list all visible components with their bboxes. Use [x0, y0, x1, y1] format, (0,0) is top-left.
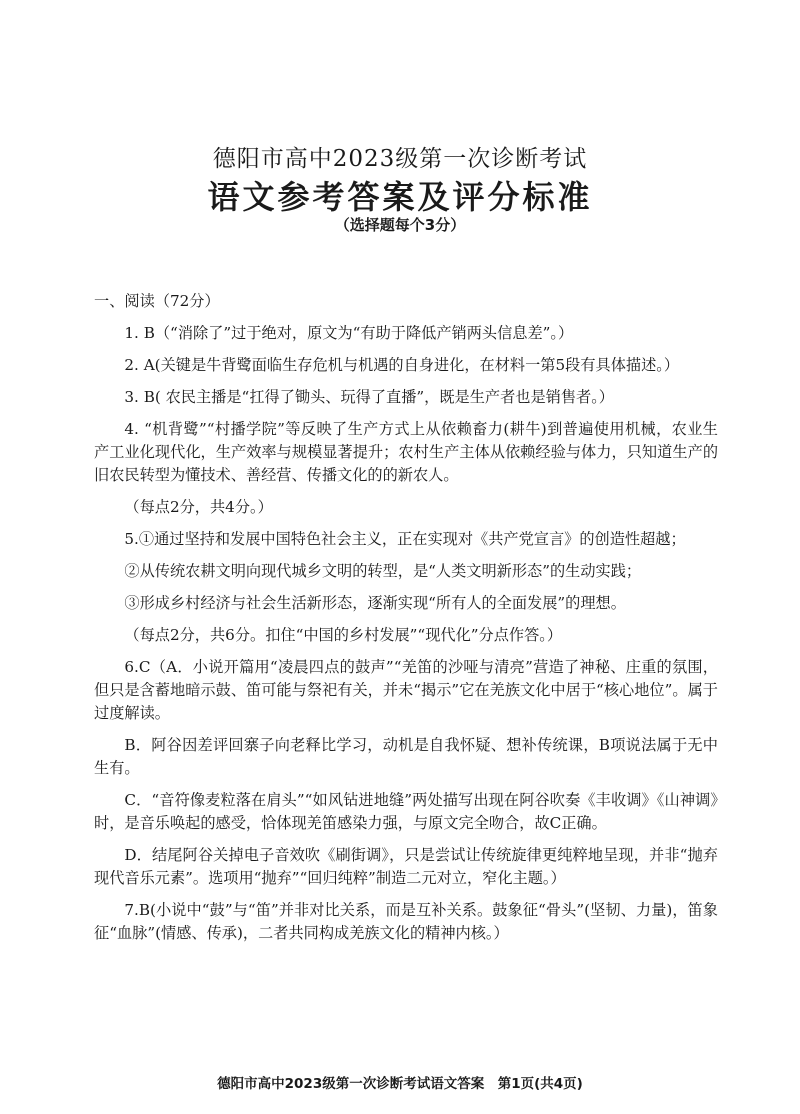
answer-q4-scoring: （每点2分，共4分。）	[124, 498, 273, 516]
answer-q2: 2. A(关键是牛背鹭面临生存危机与机遇的自身进化，在材料一第5段有具体描述。）	[124, 356, 680, 374]
exam-title: 德阳市高中2023级第一次诊断考试	[212, 146, 588, 172]
answer-q6-option-d: D．结尾阿谷关掉电子音效吹《刷街调》，只是尝试让传统旋律更纯粹地呈现，并非“抛弃现代音乐元素”。选项用“抛弃”“回归纯粹”制造二元对立，窄化主题。）	[94, 846, 718, 887]
answer-q5-point3: ③形成乡村经济与社会生活新形态，逐渐实现“所有人的全面发展”的理想。	[124, 594, 626, 612]
answer-q1: 1. B（“消除了”过于绝对，原文为“有助于降低产销两头信息差”。）	[124, 324, 574, 342]
answer-q6-option-b: B．阿谷因差评回寨子向老释比学习，动机是自我怀疑、想补传统课，B项说法属于无中生有。	[94, 736, 718, 777]
page-footer: 德阳市高中2023级第一次诊断考试语文答案 第1页(共4页)	[217, 1076, 583, 1092]
answer-q6-option-c: C．“音符像麦粒落在肩头”“如风钻进地缝”两处描写出现在阿谷吹奏《丰收调》《山神调》时，是音乐唤起的感受，恰体现羌笛感染力强，与原文完全吻合，故C正确。	[94, 791, 718, 832]
answer-content	[94, 290, 718, 954]
answer-q6-option-a: 6.C（A．小说开篇用“凌晨四点的鼓声”“羌笛的沙哑与清亮”营造了神秘、庄重的氛围，但只是含蓄地暗示鼓、笛可能与祭祀有关，并未“揭示”它在羌族文化中居于“核心地位”。属于过度解读。	[94, 658, 718, 722]
document-title: 语文参考答案及评分标准	[207, 178, 593, 216]
document-subtitle: （选择题每个3分）	[334, 216, 466, 234]
answer-q5-point2: ②从传统农耕文明向现代城乡文明的转型，是“人类文明新形态”的生动实践；	[124, 562, 642, 580]
answer-q7: 7.B(小说中“鼓”与“笛”并非对比关系，而是互补关系。鼓象征“骨头”(坚韧、力量)，笛象征“血脉”(情感、传承)，二者共同构成羌族文化的精神内核。）	[94, 901, 718, 942]
answer-q5-scoring: （每点2分，共6分。扣住“中国的乡村发展”“现代化”分点作答。）	[124, 626, 563, 644]
section-heading: 一、阅读（72分）	[94, 292, 220, 310]
answer-q5-point1: 5.①通过坚持和发展中国特色社会主义，正在实现对《共产党宣言》的创造性超越；	[124, 530, 686, 548]
answer-q4: 4. “机背鹭”“村播学院”等反映了生产方式上从依赖畜力(耕牛)到普遍使用机械，农业生产工业化现代化，生产效率与规模显著提升；农村生产主体从依赖经验与体力，只知道生产的旧农民转型为懂技术、善经营、传播文化的的新农人。	[94, 420, 718, 484]
answer-q3: 3. B( 农民主播是“扛得了锄头、玩得了直播”，既是生产者也是销售者。）	[124, 388, 614, 406]
